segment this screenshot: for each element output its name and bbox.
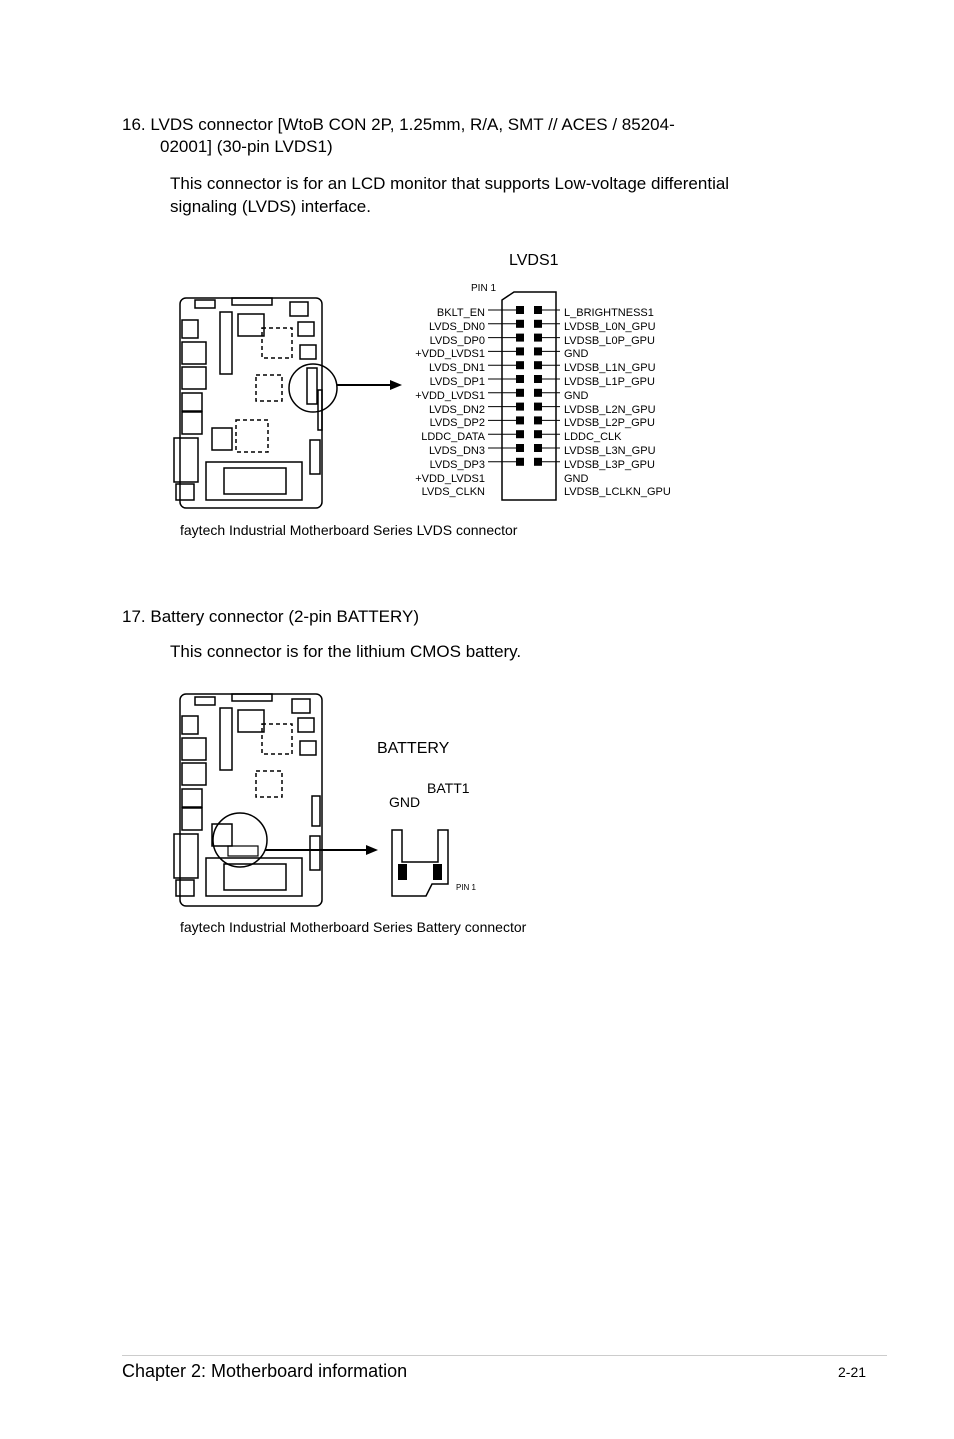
section-16-title-line2: 02001] (30-pin LVDS1) — [160, 137, 333, 156]
lvds-left-pin-label: BKLT_EN — [436, 307, 485, 319]
lvds-right-pin-label: LVDSB_L0P_GPU — [564, 334, 655, 347]
lvds-right-pin-label: L_BRIGHTNESS1 — [564, 307, 654, 319]
lvds-right-pin-label: LVDSB_L1N_GPU — [564, 362, 656, 375]
battery-pin-1 — [433, 864, 442, 880]
battery-connector-body — [392, 830, 448, 896]
battery-highlight-circle — [213, 813, 267, 867]
lvds-left-pin-label: +VDD_LVDS1 — [415, 472, 485, 485]
lvds-right-pin-label: LVDSB_L2N_GPU — [564, 403, 656, 416]
section-16-desc-line2: signaling (LVDS) interface. — [170, 197, 371, 216]
battery-pin1-label: PIN 1 — [456, 883, 477, 892]
lvds-left-pin-label: LDDC_DATA — [421, 431, 485, 444]
battery-caption: faytech Industrial Motherboard Series Battery connector — [180, 919, 527, 935]
motherboard-outline-battery — [174, 694, 322, 906]
footer-chapter: Chapter 2: Motherboard information — [122, 1361, 408, 1381]
lvds-right-pin-label: LDDC_CLK — [564, 431, 622, 444]
lvds-right-pin-label: LVDSB_L3N_GPU — [564, 445, 656, 457]
footer-page-number: 2-21 — [838, 1364, 867, 1380]
section-17-title: 17. Battery connector (2-pin BATTERY) — [122, 607, 419, 626]
lvds-left-pin-label: LVDS_DN1 — [428, 362, 485, 375]
lvds-caption: faytech Industrial Motherboard Series LVDS connector — [180, 522, 518, 538]
lvds-left-pin-label: LVDS_DP3 — [429, 458, 485, 471]
lvds-left-pin-label: LVDS_DN3 — [428, 445, 485, 457]
battery-pin-gnd — [398, 864, 407, 880]
lvds-right-pin-label: LVDSB_L2P_GPU — [564, 417, 655, 430]
footer-divider — [122, 1355, 887, 1356]
lvds-left-pin-label: +VDD_LVDS1 — [415, 348, 485, 361]
lvds-right-pin-label: GND — [564, 472, 589, 485]
lvds-pin1-label: PIN 1 — [471, 283, 497, 294]
lvds-right-pin-label: LVDSB_LCLKN_GPU — [564, 486, 671, 499]
battery-connector-name: BATTERY — [377, 740, 450, 757]
lvds-left-pin-label: LVDS_DP2 — [429, 417, 485, 430]
lvds-left-pin-label: LVDS_DN2 — [428, 403, 485, 416]
lvds-left-pin-label: +VDD_LVDS1 — [415, 389, 485, 402]
lvds-left-pin-label: LVDS_DP1 — [429, 376, 485, 388]
lvds-left-pin-label: LVDS_DN0 — [428, 320, 485, 333]
lvds-right-pin-label: LVDSB_L1P_GPU — [564, 376, 655, 388]
lvds-left-pin-label: LVDS_CLKN — [421, 486, 485, 499]
lvds-right-pin-label: LVDSB_L0N_GPU — [564, 320, 656, 333]
lvds-left-pin-label: LVDS_DP0 — [429, 334, 485, 347]
lvds-right-pin-label: GND — [564, 348, 589, 361]
lvds-right-pin-label: LVDSB_L3P_GPU — [564, 458, 655, 471]
battery-gnd-label: GND — [389, 794, 421, 810]
lvds-connector-name: LVDS1 — [509, 252, 559, 269]
section-17-desc: This connector is for the lithium CMOS battery. — [170, 642, 522, 661]
lvds-right-pin-label: GND — [564, 389, 589, 402]
section-16-title-line1: 16. LVDS connector [WtoB CON 2P, 1.25mm, R/A, SMT // ACES / 85204- — [122, 115, 675, 134]
section-16-desc-line1: This connector is for an LCD monitor that supports Low-voltage differential — [170, 174, 730, 193]
battery-batt1-label: BATT1 — [427, 780, 470, 796]
